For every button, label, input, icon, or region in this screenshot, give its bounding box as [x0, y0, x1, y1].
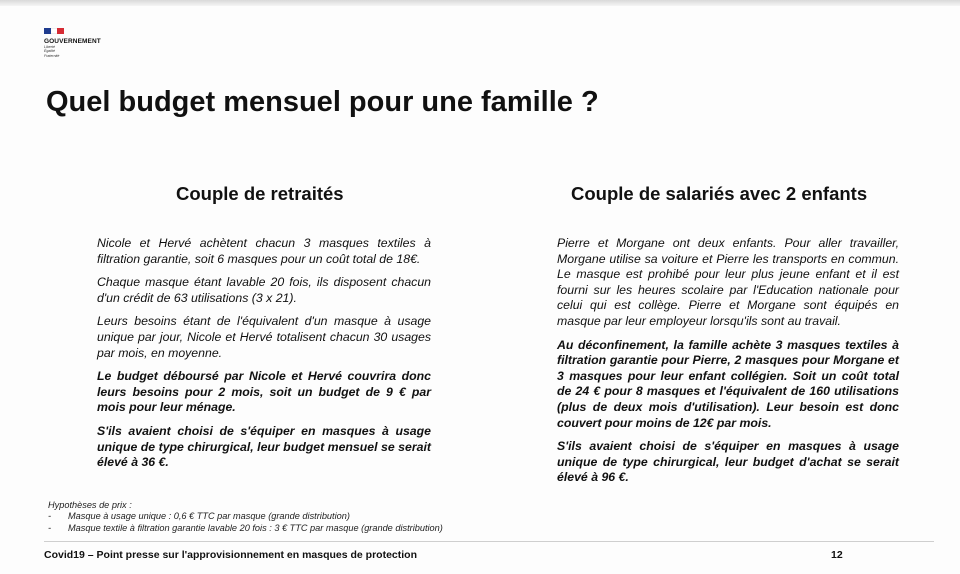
hypothesis-item: - Masque textile à filtration garantie lavable 20 fois : 3 € TTC par masque (grande distribution) [48, 522, 443, 533]
government-logo [44, 28, 101, 58]
paragraph: Leurs besoins étant de l'équivalent d'un masque à usage unique par jour, Nicole et Hervé totalisent chacun 30 usages par mois, en moyenne. [97, 314, 431, 360]
footer-text: Covid19 – Point presse sur l'approvisionnement en masques de protection [44, 549, 418, 561]
paragraph: Au déconfinement, la famille achète 3 masques textiles à filtration garantie pour Pierre, 2 masques pour Morgane et 3 masques pour leur enfant collégien. Soit un coût total de 24 € pour 8 masques et l'équivalent de 160 utilisations (plus de deux mois d'utilisation). Leur besoin est donc couvert pour moins de 12€ par mois. [557, 337, 899, 430]
hypothesis-text: Masque à usage unique : 0,6 € TTC par masque (grande distribution) [68, 511, 350, 522]
motto-line: Liberté [44, 45, 55, 49]
paragraph: Le budget déboursé par Nicole et Hervé couvrira donc leurs besoins pour 2 mois, soit un budget de 9 € par mois pour leur ménage. [97, 369, 431, 415]
paragraph: Chaque masque étant lavable 20 fois, ils disposent chacun d'un crédit de 63 utilisations (3 x 21). [97, 275, 431, 305]
flag-icon [44, 28, 64, 34]
page-number: 12 [831, 549, 843, 561]
paragraph: S'ils avaient choisi de s'équiper en masques à usage unique de type chirurgical, leur budget d'achat se serait élevé à 96 €. [557, 439, 899, 485]
left-column [97, 236, 431, 479]
hypothesis-item: - Masque à usage unique : 0,6 € TTC par masque (grande distribution) [48, 511, 350, 522]
hypothesis-text: Masque textile à filtration garantie lavable 20 fois : 3 € TTC par masque (grande distribution) [68, 522, 443, 533]
paragraph: S'ils avaient choisi de s'équiper en masques à usage unique de type chirurgical, leur budget mensuel se serait élevé à 36 €. [97, 423, 431, 470]
logo-name: GOUVERNEMENT [44, 38, 101, 45]
logo-motto [44, 45, 101, 58]
hypotheses-label: Hypothèses de prix : [48, 500, 132, 510]
price-hypotheses [48, 500, 443, 534]
motto-line: Égalité [44, 49, 55, 54]
left-column-heading: Couple de retraités [176, 183, 344, 204]
footer-divider [44, 541, 934, 542]
right-column-heading: Couple de salariés avec 2 enfants [571, 183, 868, 204]
paragraph: Pierre et Morgane ont deux enfants. Pour aller travailler, Morgane utilise sa voiture et Pierre les transports en commun. Le masque est prohibé pour leur plus jeune enfant et il est fourni sur les heures scolaire par l'Education nationale pour celui qui est collège. Pierre et Morgane sont équipés en masque par leur employeur lorsqu'ils sont au travail. [557, 236, 899, 328]
slide-title: Quel budget mensuel pour une famille ? [46, 86, 599, 118]
paragraph: Nicole et Hervé achètent chacun 3 masques textiles à filtration garantie, soit 6 masques pour un coût total de 18€. [97, 236, 431, 266]
right-column [557, 236, 899, 494]
page-fold-top [0, 0, 960, 6]
motto-line: Fraternité [44, 53, 60, 58]
